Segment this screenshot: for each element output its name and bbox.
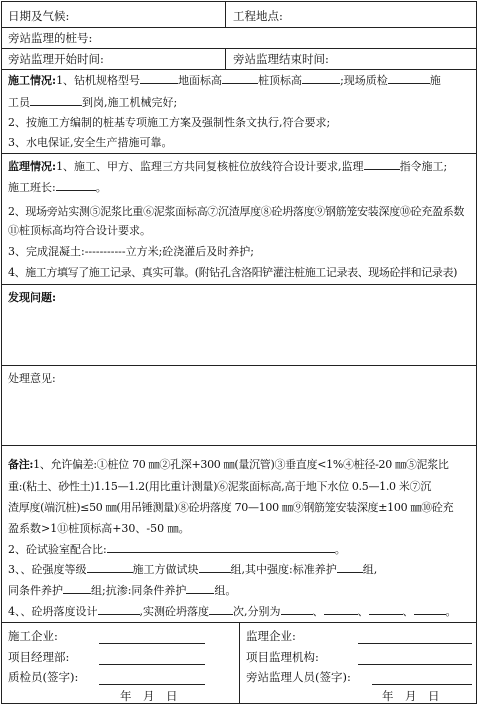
construction-line-4: 3、水电保证,安全生产措施可靠。: [8, 136, 173, 149]
supervision-org-label: 项目监理机构:: [246, 650, 319, 664]
supervision-line-6: 4、施工方填写了施工记录、真实可靠。(附钻孔含洛阳铲灌注桩施工记录表、现场砼拌和记录表): [8, 266, 457, 279]
supervision-heading: 监理情况:: [8, 160, 57, 173]
supervision-line-3: 2、现场旁站实测⑤泥浆比重⑥泥浆面标高⑦沉渣厚度⑧砼坍落度⑨钢筋笼安装深度⑩砼充盈系数: [8, 205, 465, 218]
project-manager-label: 项目经理部:: [8, 650, 70, 664]
supervisor-date: 年 月 日: [382, 689, 440, 703]
supervision-record-form: [1, 1, 477, 704]
contractor-company-label: 施工企业:: [8, 629, 58, 643]
supervisor-company-line[interactable]: [358, 643, 472, 644]
row-pile-no: [2, 28, 476, 49]
inspector-signature-label: 质检员(签字):: [8, 670, 79, 684]
notes-section: 备注:1、允许偏差:①桩位 70 ㎜②孔深+300 ㎜(量沉管)③垂直度<1%④桩径-20 ㎜⑤泥浆比 重:(粘土、砂性土)1.15—1.2(用比重计测量)⑥泥浆面标高,高于地下水位 0.5—1.0 米⑦沉 渣厚度(端沉桩)≤50 ㎜(用吊锤测量)⑧砼坍落度 70—100 ㎜⑨钢筋笼安装深度±100 ㎜⑩砼充 盈系数>1⑪桩顶标高+30、-50 ㎜。 2、砼试验室配合比: 。 3、、砼强度等级 施工方做试块 组,其中强度:标准养护 组, 同条件养护 组;抗渗:同条件养护 组。 4、、砼坍落度设计 ,实测砼坍落度 次,分别为 、 、 、 。: [2, 446, 476, 623]
notes-line-4: 盈系数>1⑪桩顶标高+30、-50 ㎜。: [8, 522, 190, 535]
handling-section: [2, 366, 476, 446]
supervisor-company-label: 监理企业:: [246, 629, 296, 643]
construction-line-3: 2、按施工方编制的桩基专项施工方案及强制性条文执行,符合要求;: [8, 116, 331, 129]
end-time-label: 旁站监理结束时间:: [233, 52, 329, 66]
start-time-label: 旁站监理开始时间:: [8, 52, 104, 66]
contractor-company-line[interactable]: [99, 643, 205, 644]
pile-no-label: 旁站监理的桩号:: [8, 31, 93, 45]
notes-heading: 备注:: [8, 458, 34, 471]
supervision-org-line[interactable]: [358, 664, 472, 665]
problems-heading: 发现问题:: [8, 291, 57, 304]
signature-section: [2, 623, 476, 703]
supervision-section: 监理情况:1、施工、甲方、监理三方共同复核桩位放线符合设计要求,监理 指令施工; 施工班长: 。 2、现场旁站实测⑤泥浆比重⑥泥浆面标高⑦沉渣厚度⑧砼坍落度⑨钢筋笼安装深度⑩砼充盈系数 ⑪桩顶标高均符合设计要求。 3、完成混凝土:-----------立方米;砼浇灌后及时养护; 4、施工方填写了施工记录、真实可靠。(附钻孔含洛阳铲灌注桩施工记录表、现场砼拌和记录表): [2, 154, 476, 285]
site-label: 工程地点:: [233, 9, 283, 23]
inspector-signature-line[interactable]: [99, 684, 205, 685]
contractor-date: 年 月 日: [120, 689, 178, 703]
construction-heading: 施工情况:: [8, 74, 57, 87]
row-date-site: [2, 2, 476, 28]
project-manager-line[interactable]: [99, 664, 205, 665]
construction-section: 施工情况:1、钻机规格型号 地面标高 桩顶标高 ;现场质检 施 工员 到岗,施工机械完好; 2、按施工方编制的桩基专项施工方案及强制性条文执行,符合要求; 3、水电保证,安全生产措施可靠。: [2, 70, 476, 154]
date-weather-label: 日期及气候:: [8, 9, 70, 23]
notes-line-3: 渣厚度(端沉桩)≤50 ㎜(用吊锤测量)⑧砼坍落度 70—100 ㎜⑨钢筋笼安装深度±100 ㎜⑩砼充: [8, 501, 454, 514]
row-times: [2, 49, 476, 70]
problems-section: [2, 285, 476, 366]
notes-line-2: 重:(粘土、砂性土)1.15—1.2(用比重计测量)⑥泥浆面标高,高于地下水位 0.5—1.0 米⑦沉: [8, 480, 432, 493]
supervisor-signature-line[interactable]: [372, 684, 472, 685]
supervision-line-4: ⑪桩顶标高均符合设计要求。: [8, 224, 151, 237]
supervision-line-5: 3、完成混凝土:-----------立方米;砼浇灌后及时养护;: [8, 245, 255, 258]
handling-heading: 处理意见:: [8, 372, 56, 385]
supervisor-signature-label: 旁站监理人员(签字):: [246, 670, 351, 684]
